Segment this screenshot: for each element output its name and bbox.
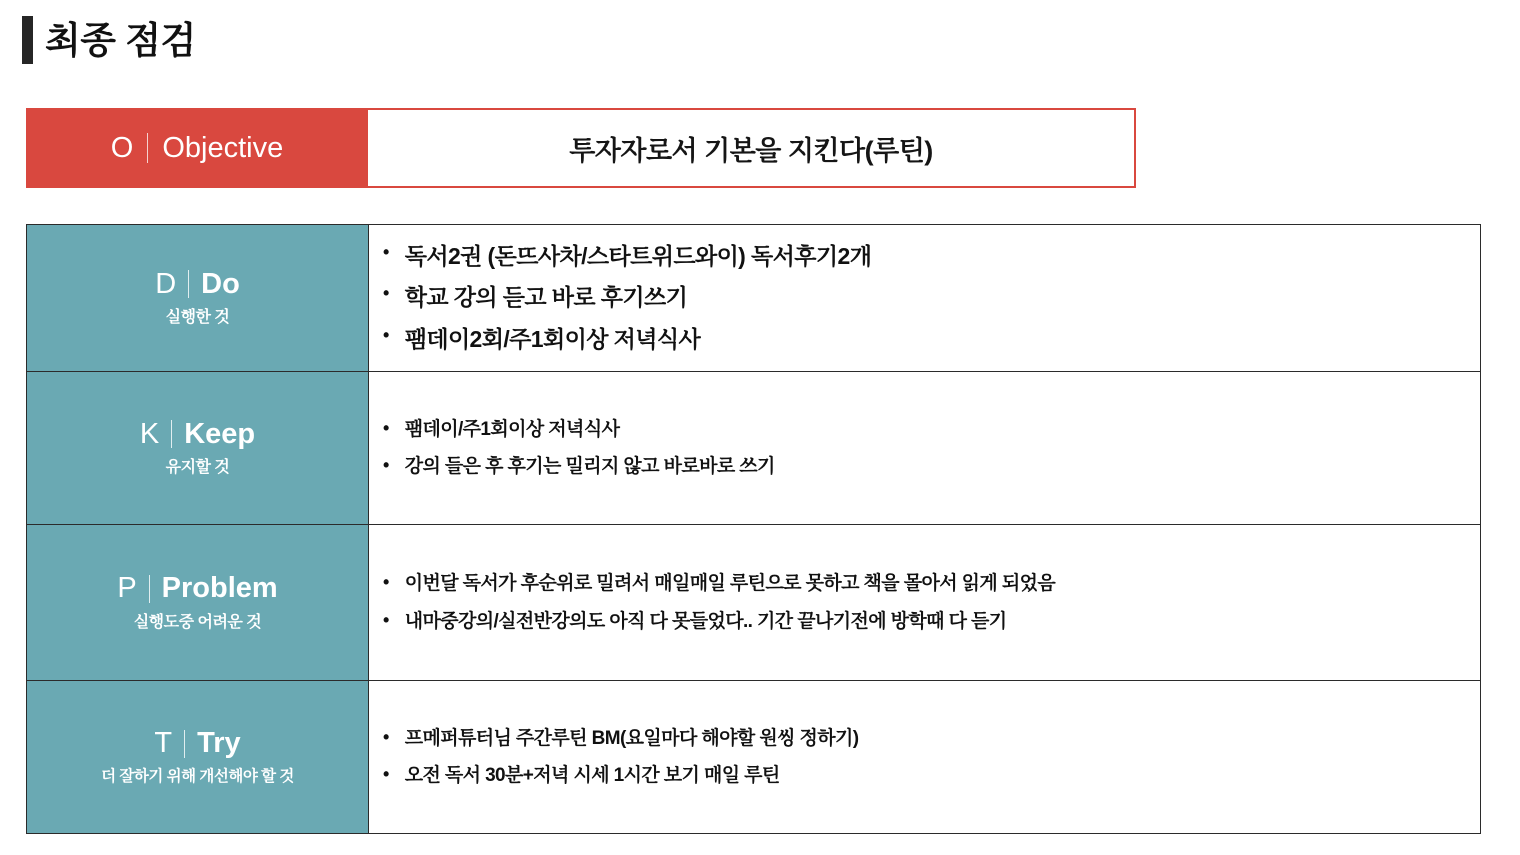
title-accent-bar	[22, 16, 33, 64]
list-item-text: 프메퍼튜터님 주간루틴 BM(요일마다 해야할 원씽 정하기)	[404, 727, 859, 749]
list-item-text: 팸데이2회/주1회이상 저녁식사	[404, 325, 701, 352]
bullet-icon: •	[383, 324, 389, 345]
bullet-icon: •	[383, 764, 389, 784]
row-word: Try	[197, 727, 241, 760]
objective-letter: O	[110, 131, 134, 164]
divider-icon	[188, 270, 189, 298]
row-label-head	[155, 269, 240, 301]
row-sublabel: 실행도중 어려운 것	[133, 613, 262, 631]
row-content-keep	[369, 372, 1480, 524]
page-title	[22, 16, 196, 64]
list-item-text: 이번달 독서가 후순위로 밀려서 매일매일 루틴으로 못하고 책을 몰아서 읽게 되었음	[404, 573, 1056, 595]
divider-icon	[149, 575, 150, 603]
divider-icon	[184, 730, 185, 758]
row-label-head	[140, 419, 255, 451]
title-text: 최종 점검	[45, 19, 196, 61]
table-row	[27, 225, 1480, 372]
row-label-head	[117, 573, 277, 605]
list-item	[383, 280, 1480, 316]
bullet-icon: •	[383, 455, 389, 475]
bullet-icon: •	[383, 283, 389, 304]
list-item	[383, 239, 1480, 275]
row-content-try	[369, 681, 1480, 833]
table-row	[27, 372, 1480, 525]
objective-word: Objective	[162, 131, 284, 164]
row-letter: K	[139, 417, 160, 450]
list-item-text: 학교 강의 듣고 바로 후기쓰기	[404, 284, 688, 311]
list-item-text: 팸데이/주1회이상 저녁식사	[404, 418, 620, 440]
dkpt-table	[26, 224, 1481, 834]
row-letter: P	[117, 572, 137, 605]
row-label-do	[27, 225, 369, 371]
divider-icon	[147, 133, 148, 163]
objective-value: 투자자로서 기본을 지킨다(루틴)	[368, 108, 1136, 188]
list-item	[383, 724, 1480, 753]
row-label-try	[27, 681, 369, 833]
bullet-icon: •	[383, 241, 389, 262]
row-word: Keep	[184, 417, 256, 450]
bullet-icon: •	[383, 726, 389, 747]
row-sublabel: 유지할 것	[165, 459, 230, 477]
bullet-icon: •	[383, 417, 389, 438]
row-sublabel: 더 잘하기 위해 개선해야 할 것	[101, 767, 294, 785]
list-item	[383, 415, 1480, 444]
list-item-text: 독서2권 (돈뜨사차/스타트위드와이) 독서후기2개	[404, 242, 872, 269]
table-row	[27, 681, 1480, 834]
row-label-keep	[27, 372, 369, 524]
row-label-head	[154, 728, 240, 760]
list-item	[383, 607, 1480, 636]
bullet-icon: •	[383, 572, 389, 593]
row-sublabel: 실행한 것	[165, 309, 230, 327]
row-word: Do	[201, 267, 240, 300]
objective-row	[26, 108, 1136, 188]
objective-label	[26, 108, 368, 188]
table-row	[27, 525, 1480, 681]
row-content-do	[369, 225, 1480, 371]
list-item-text: 오전 독서 30분+저녁 시세 1시간 보기 매일 루틴	[404, 765, 780, 786]
list-item	[383, 761, 1480, 790]
bullet-icon: •	[383, 609, 389, 630]
list-item	[383, 569, 1480, 598]
row-word: Problem	[161, 572, 278, 605]
row-letter: D	[155, 267, 177, 300]
divider-icon	[171, 420, 172, 448]
list-item-text: 강의 들은 후 후기는 밀리지 않고 바로바로 쓰기	[404, 456, 775, 477]
list-item	[383, 322, 1480, 358]
list-item-text: 내마중강의/실전반강의도 아직 다 못들었다.. 기간 끝나기전에 방학때 다 듣기	[404, 610, 1007, 632]
row-letter: T	[154, 727, 173, 760]
row-content-problem	[369, 525, 1480, 680]
list-item	[383, 452, 1480, 481]
row-label-problem	[27, 525, 369, 680]
